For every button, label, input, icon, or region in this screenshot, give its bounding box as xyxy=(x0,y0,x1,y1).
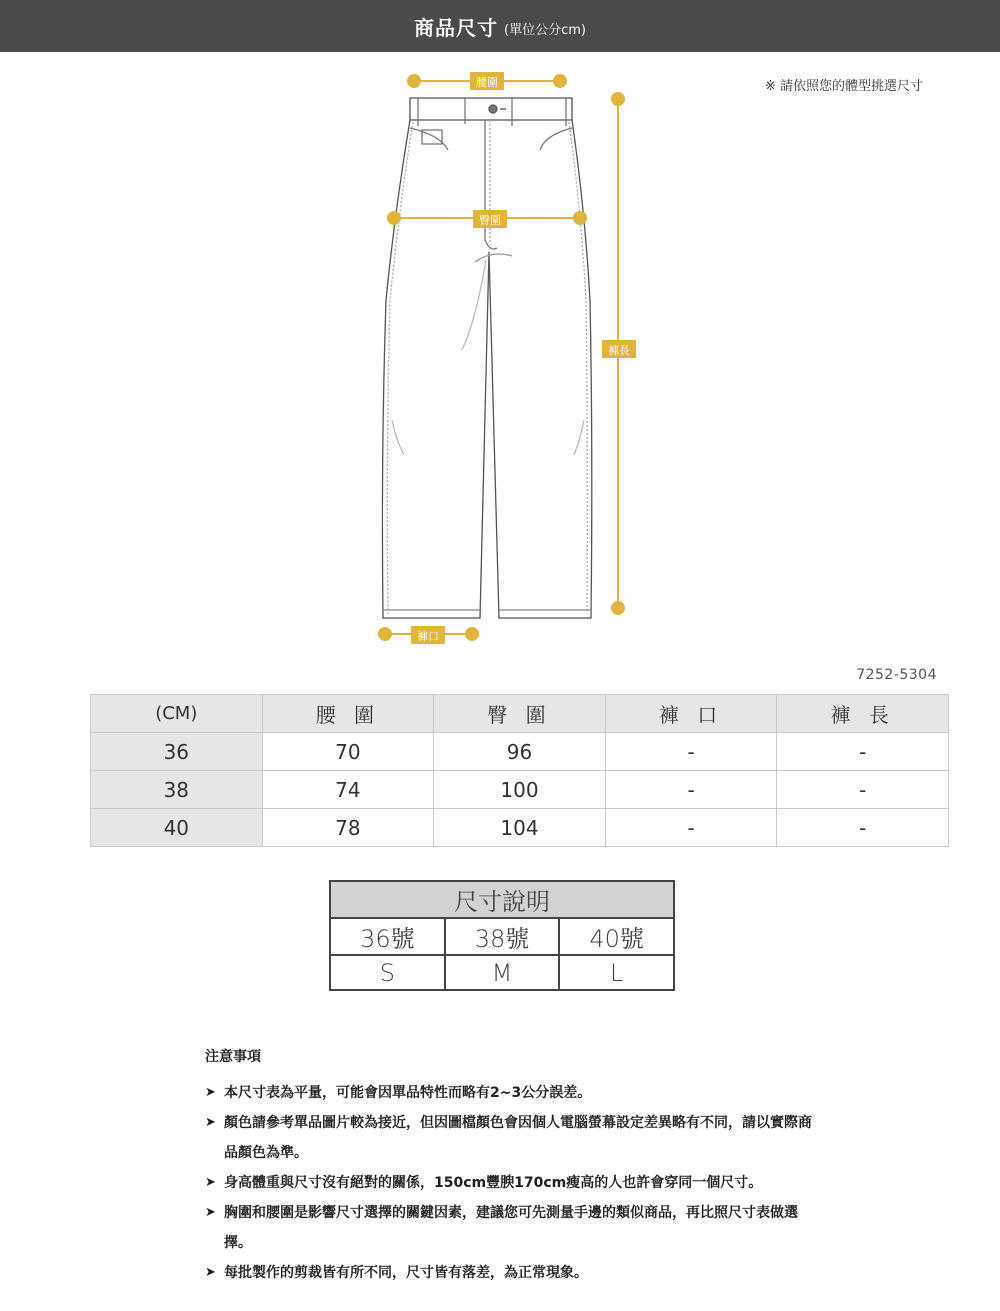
fit-note: ※ 請依照您的體型挑選尺寸 xyxy=(765,79,924,94)
hip-measure xyxy=(387,210,587,228)
table-row xyxy=(91,733,949,771)
list-item xyxy=(205,1078,825,1108)
size-guide-table xyxy=(329,880,675,991)
table-row xyxy=(91,771,949,809)
length-cell: - xyxy=(777,771,949,809)
size-cell: 36 xyxy=(91,733,263,771)
arrow-icon: ➤ xyxy=(205,1265,216,1280)
size-number-cell: 40號 xyxy=(559,918,674,955)
note-text: 顏色請參考單品圖片較為接近，但因圖檔顏色會因個人電腦螢幕設定差異略有不同，請以實際商品顏色為準。 xyxy=(224,1115,812,1161)
col-unit: (CM) xyxy=(91,695,263,733)
hem-cell: - xyxy=(605,771,777,809)
hem-cell: - xyxy=(605,733,777,771)
pants-illustration xyxy=(382,98,591,618)
size-letter-cell: M xyxy=(445,955,560,990)
hem-measure xyxy=(378,626,479,644)
waist-label: 腰圍 xyxy=(476,76,498,89)
hip-cell: 96 xyxy=(434,733,606,771)
length-cell: - xyxy=(777,809,949,847)
col-hip: 臀 圍 xyxy=(434,695,606,733)
table-row xyxy=(330,918,674,955)
list-item xyxy=(205,1198,825,1258)
table-row xyxy=(91,809,949,847)
waist-cell: 70 xyxy=(262,733,434,771)
col-waist: 腰 圍 xyxy=(262,695,434,733)
size-number-cell: 38號 xyxy=(445,918,560,955)
waist-measure xyxy=(407,72,567,90)
col-hem: 褲 口 xyxy=(605,695,777,733)
hem-cell: - xyxy=(605,809,777,847)
hip-label: 臀圍 xyxy=(479,214,501,227)
waist-cell: 78 xyxy=(262,809,434,847)
waist-cell: 74 xyxy=(262,771,434,809)
size-cell: 38 xyxy=(91,771,263,809)
length-label: 褲長 xyxy=(608,344,630,357)
size-cell: 40 xyxy=(91,809,263,847)
size-table xyxy=(90,694,949,847)
list-item xyxy=(205,1168,825,1198)
arrow-icon: ➤ xyxy=(205,1175,216,1190)
hem-label: 褲口 xyxy=(417,630,439,643)
length-measure xyxy=(602,92,636,615)
col-length: 褲 長 xyxy=(777,695,949,733)
size-table-header xyxy=(91,695,949,733)
notes-section xyxy=(205,1046,825,1288)
table-row xyxy=(330,955,674,990)
header-unit: (單位公分cm) xyxy=(504,22,586,38)
note-text: 本尺寸表為平量，可能會因單品特性而略有2~3公分誤差。 xyxy=(224,1085,592,1101)
arrow-icon: ➤ xyxy=(205,1085,216,1100)
note-text: 胸圍和腰圍是影響尺寸選擇的關鍵因素，建議您可先測量手邊的類似商品，再比照尺寸表做選擇。 xyxy=(224,1205,798,1251)
list-item xyxy=(205,1258,825,1288)
notes-title: 注意事項 xyxy=(205,1049,261,1065)
note-text: 每批製作的剪裁皆有所不同，尺寸皆有落差，為正常現象。 xyxy=(224,1265,588,1281)
header-title: 商品尺寸 xyxy=(414,15,499,40)
arrow-icon: ➤ xyxy=(205,1115,216,1130)
note-text: 身高體重與尺寸沒有絕對的關係，150cm豐腴170cm瘦高的人也許會穿同一個尺寸。 xyxy=(224,1175,763,1191)
hip-cell: 100 xyxy=(434,771,606,809)
length-cell: - xyxy=(777,733,949,771)
arrow-icon: ➤ xyxy=(205,1205,216,1220)
list-item xyxy=(205,1108,825,1168)
size-letter-cell: L xyxy=(559,955,674,990)
size-number-cell: 36號 xyxy=(330,918,445,955)
size-letter-cell: S xyxy=(330,955,445,990)
product-code: 7252-5304 xyxy=(856,667,937,683)
size-guide-title: 尺寸說明 xyxy=(330,881,674,918)
hip-cell: 104 xyxy=(434,809,606,847)
